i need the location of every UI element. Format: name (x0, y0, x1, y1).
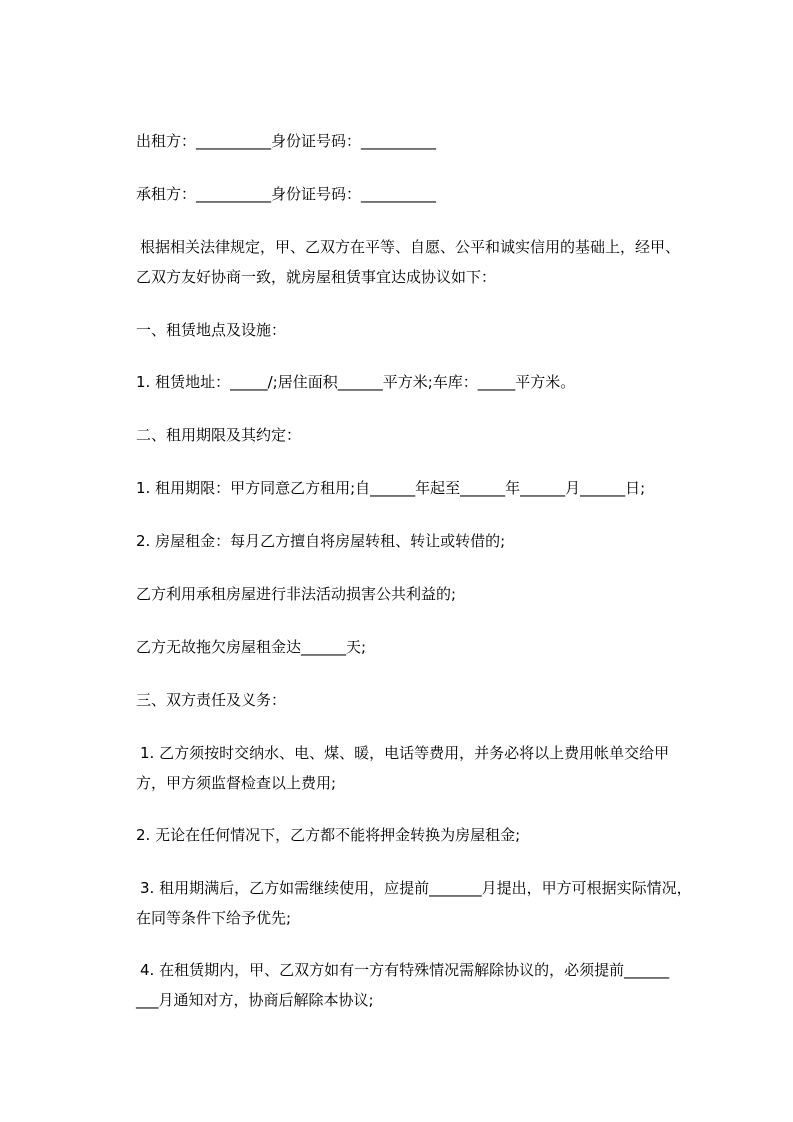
lessee-text: 承租方：__________身份证号码：__________ (136, 185, 437, 203)
section-3-item-4 (0, 957, 793, 1061)
section-2-item-2-text: 2. 房屋租金：每月乙方擅自将房屋转租、转让或转借的; (136, 532, 506, 550)
section-3-item-3-line-1: 3. 租用期满后，乙方如需继续使用，应提前_______月提出，甲方可根据实际情况， (140, 879, 692, 897)
section-3-item-4-line-2: ___月通知对方，协商后解除本协议; (136, 991, 374, 1009)
section-1-item-1-text: 1. 租赁地址：_____/;居住面积______平方米;车库：_____平方米。 (136, 373, 576, 391)
section-2-text-b-text: 乙方无故拖欠房屋租金达______天; (136, 638, 367, 656)
section-2-item-1-text: 1. 租用期限：甲方同意乙方租用;自______年起至______年______月______日; (136, 479, 646, 497)
section-2-text-a-text: 乙方利用承租房屋进行非法活动损害公共利益的; (136, 585, 457, 603)
preamble-line-2: 乙双方友好协商一致，就房屋租赁事宜达成协议如下： (136, 268, 497, 286)
lessor-text: 出租方：__________身份证号码：__________ (136, 132, 437, 150)
section-3-item-1-line-2: 方，甲方须监督检查以上费用; (136, 774, 337, 792)
section-3-heading-text: 三、双方责任及义务： (136, 691, 287, 709)
section-3-item-3-line-2: 在同等条件下给予优先; (136, 909, 292, 927)
section-3-item-4-line-1: 4. 在租赁期内，甲、乙双方如有一方有特殊情况需解除协议的，必须提前______ (140, 961, 670, 979)
section-3-item-2-text: 2. 无论在任何情况下，乙方都不能将押金转换为房屋租金; (136, 826, 521, 844)
section-1-heading-text: 一、租赁地点及设施： (136, 321, 287, 339)
section-2-heading-text: 二、租用期限及其约定： (136, 426, 302, 444)
section-3-item-1-line-1: 1. 乙方须按时交纳水、电、煤、暖，电话等费用，并务必将以上费用帐单交给甲 (140, 744, 670, 762)
preamble-line-1: 根据相关法律规定，甲、乙双方在平等、自愿、公平和诚实信用的基础上，经甲、 (140, 238, 681, 256)
